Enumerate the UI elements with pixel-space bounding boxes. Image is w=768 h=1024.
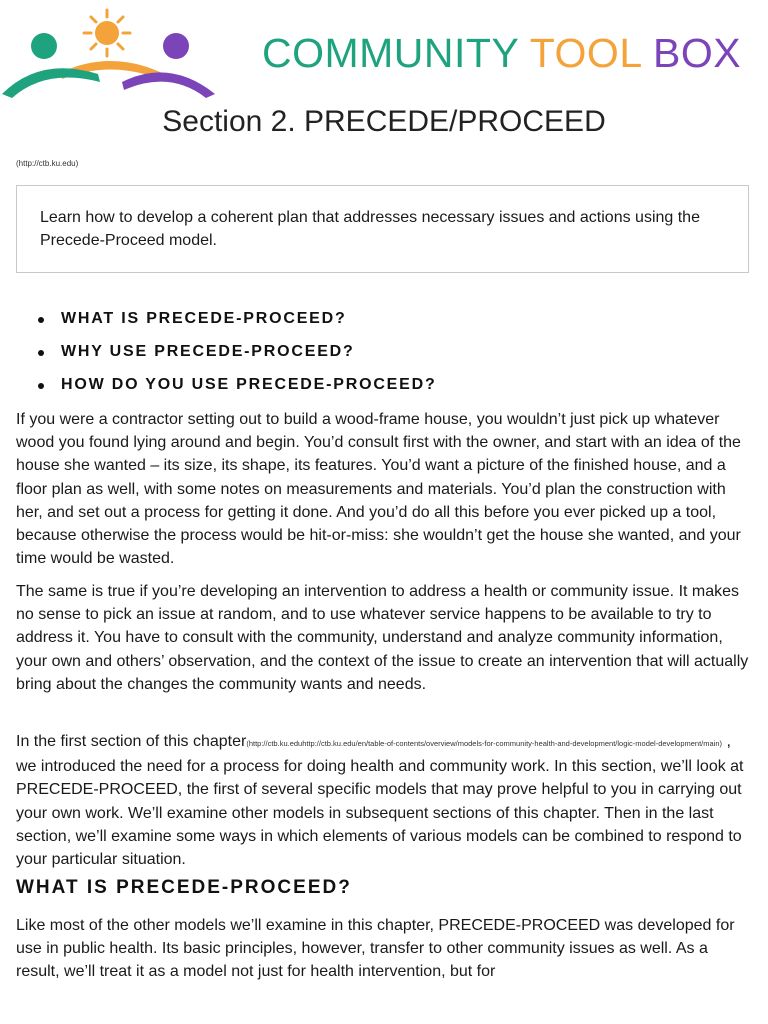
- paragraph-text: , we introduced the need for a process for doing health and community work. In this section, we’ll look at PRECEDE-PROCEED, the first of several specific models that may prove helpful to you in carrying out your own work. We’ll examine other models in subsequent sections of this chapter. Then in the last section, we’ll examine some ways in which elements of various models can be combined to respond to your particular situation.: [16, 733, 744, 869]
- bullet-icon: [38, 383, 44, 389]
- brand-name: [262, 28, 741, 78]
- paragraph-contractor: If you were a contractor setting out to build a wood-frame house, you wouldn’t just pick up whatever wood you found lying around and begin. You’d consult first with the owner, and start with an idea of the house she wanted – its size, its shape, its features. You’d want a picture of the finished house, and a floor plan as well, with some notes on measurements and materials. You’d plan the construction with her, and set out a process for getting it done. And you’d do all this before you ever picked up a tool, because otherwise the process would be hit-or-miss: she wouldn’t get the house she wanted, and your time would be wasted.: [16, 411, 741, 568]
- paragraph-intervention: The same is true if you’re developing an intervention to address a health or community issue. It makes no sense to pick an issue at random, and to use whatever service happens to be available to try to address it. You have to consult with the community, understand and analyze community information, your own and others’ observation, and the context of the issue to create an intervention that will actually bring about the changes the community wants and needs.: [16, 583, 749, 693]
- source-link[interactable]: (http://ctb.ku.edu): [16, 159, 79, 168]
- summary-text: Learn how to develop a coherent plan that addresses necessary issues and actions using the Precede-Proceed model.: [40, 209, 700, 249]
- toc-item-what-is[interactable]: [38, 306, 437, 339]
- bullet-icon: [38, 350, 44, 356]
- brand-word-tool: TOOL: [529, 30, 642, 76]
- section-heading: WHAT IS PRECEDE-PROCEED?: [16, 877, 352, 898]
- toc-item-label: WHY USE PRECEDE-PROCEED?: [61, 343, 355, 360]
- toc-item-how-to-use[interactable]: [38, 372, 437, 405]
- paragraph-text: In the first section of this chapter: [16, 733, 247, 750]
- header: [0, 0, 768, 100]
- page-title: Section 2. PRECEDE/PROCEED: [162, 105, 606, 138]
- bullet-icon: [38, 317, 44, 323]
- brand-word-community: COMMUNITY: [262, 30, 519, 76]
- paragraph-first-section: [16, 730, 752, 871]
- summary-box: [16, 185, 749, 273]
- toc-item-label: HOW DO YOU USE PRECEDE-PROCEED?: [61, 376, 437, 393]
- brand-word-box: BOX: [653, 30, 742, 76]
- chapter-link[interactable]: (http://ctb.ku.eduhttp://ctb.ku.edu/en/table-of-contents/overview/models-for-community-health-and-development/logic-model-development/main): [246, 739, 722, 748]
- table-of-contents: [38, 306, 437, 405]
- toc-item-why-use[interactable]: [38, 339, 437, 372]
- community-tool-box-logo[interactable]: [0, 6, 220, 98]
- toc-item-label: WHAT IS PRECEDE-PROCEED?: [61, 310, 347, 327]
- paragraph-public-health: Like most of the other models we’ll examine in this chapter, PRECEDE-PROCEED was developed for use in public health. Its basic principles, however, transfer to other community issues as well. As a result, we’ll treat it as a model not just for health intervention, but for: [16, 917, 735, 981]
